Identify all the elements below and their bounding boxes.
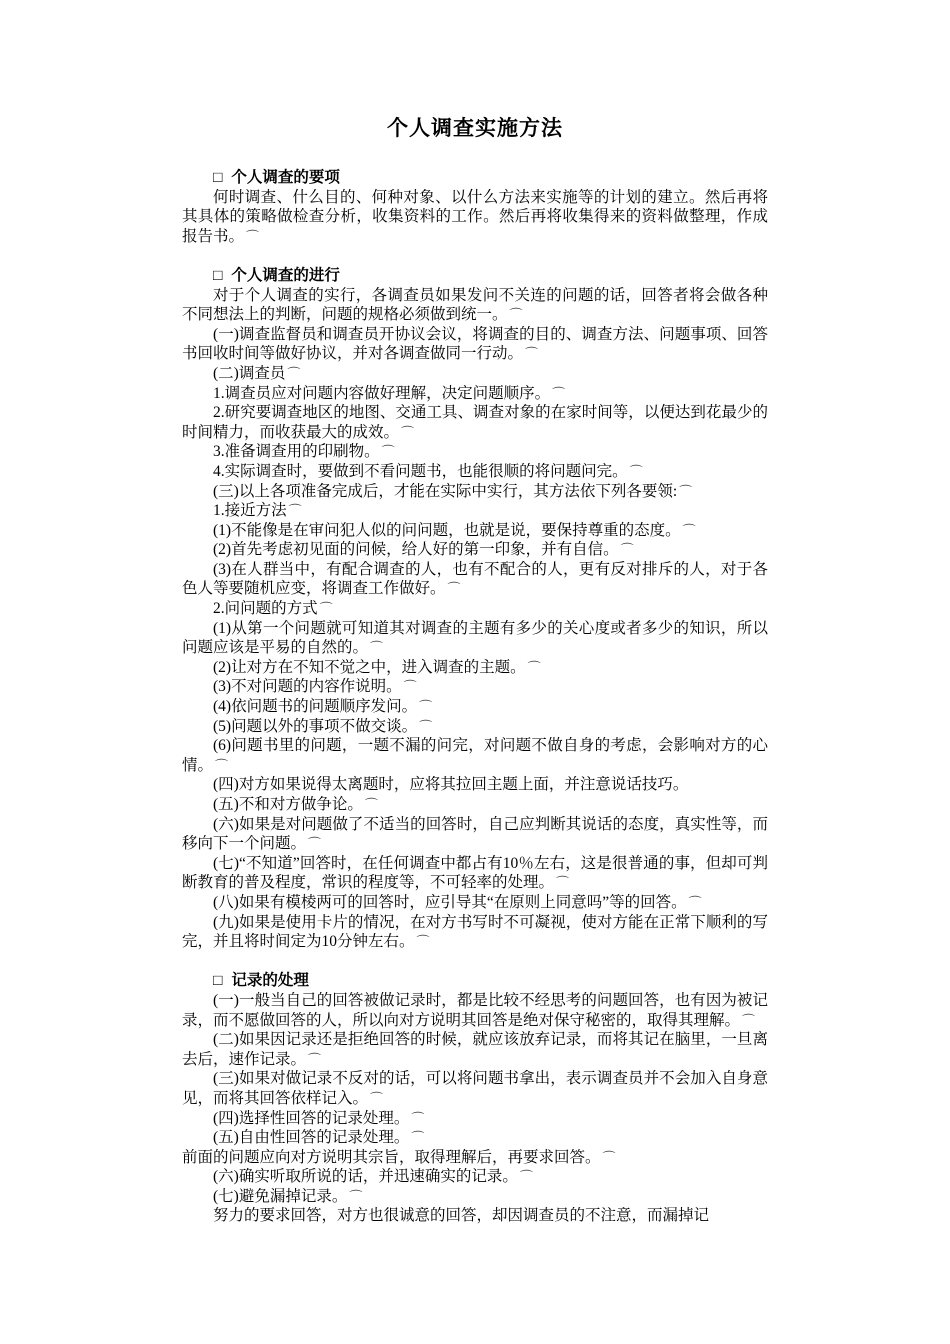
- square-bullet-icon: □: [213, 169, 223, 186]
- paragraph: [182, 991, 768, 1030]
- paragraph-text: 1.接近方法: [213, 502, 287, 520]
- paragraph: [182, 736, 768, 775]
- paragraph-text: (3)不对问题的内容作说明。: [213, 678, 402, 696]
- paragraph-mark-icon: ⌒: [215, 757, 229, 773]
- paragraph: [182, 462, 768, 482]
- paragraph: [182, 560, 768, 599]
- paragraph-mark-icon: ⌒: [308, 1051, 322, 1067]
- paragraph-mark-icon: ⌒: [411, 1130, 425, 1146]
- paragraph: [182, 442, 768, 462]
- paragraph-text: (三)如果对做记录不反对的话，可以将问题书拿出，表示调查员并不会加入自身意见，而将其回答依样记入。: [182, 1070, 768, 1107]
- paragraph: [182, 717, 768, 737]
- section-heading: [182, 266, 768, 286]
- paragraph: [182, 795, 768, 815]
- paragraph-text: (九)如果是使用卡片的情况，在对方书写时不可凝视，使对方能在正常下顺利的写完，并且将时间定为10分钟左右。: [182, 913, 768, 951]
- paragraph-mark-icon: ⌒: [525, 346, 539, 362]
- paragraph-mark-icon: ⌒: [447, 581, 461, 597]
- paragraph-text: 对于个人调查的实行，各调查员如果发问不关连的问题的话，回答者将会做各种不同想法上的判断，问题的规格必须做到统一。: [182, 286, 768, 324]
- paragraph-mark-icon: ⌒: [519, 1169, 533, 1185]
- paragraph-mark-icon: ⌒: [416, 934, 430, 950]
- section-heading: [182, 168, 768, 188]
- paragraph-text: (一)一般当自己的回答被做记录时，都是比较不经思考的问题回答，也有因为被记录，而不愿做回答的人，所以向对方说明其回答是绝对保守秘密的，取得其理解。: [182, 991, 768, 1029]
- paragraph-mark-icon: ⌒: [370, 640, 384, 656]
- paragraph-text: 4.实际调查时，要做到不看问题书，也能很顺的将问题问完。: [213, 462, 628, 480]
- paragraph: [182, 501, 768, 521]
- paragraph-mark-icon: ⌒: [319, 601, 333, 617]
- paragraph-mark-icon: ⌒: [552, 385, 566, 401]
- square-bullet-icon: □: [213, 266, 223, 284]
- paragraph: [182, 775, 768, 795]
- paragraph: [182, 1128, 768, 1148]
- paragraph-text: (4)依问题书的问题顺序发问。: [213, 698, 418, 716]
- paragraph: [182, 384, 768, 404]
- paragraph: [182, 619, 768, 658]
- paragraph-mark-icon: ⌒: [509, 307, 523, 323]
- paragraph: [182, 697, 768, 717]
- paragraph-text: (五)自由性回答的记录处理。: [213, 1129, 410, 1147]
- paragraph: [182, 482, 768, 502]
- paragraph-mark-icon: ⌒: [370, 1090, 384, 1106]
- section-heading: [182, 971, 768, 991]
- paragraph-text: (一)调查监督员和调查员开协议会议，将调查的目的、调查方法、问题事项、回答书回收时间等做好协议，并对各调查做同一行动。: [182, 325, 768, 363]
- paragraph: [182, 403, 768, 442]
- paragraph-text: (五)不和对方做争论。: [213, 796, 363, 813]
- paragraph: [182, 854, 768, 893]
- paragraph-mark-icon: ⌒: [403, 679, 417, 695]
- paragraph-mark-icon: ⌒: [679, 483, 693, 499]
- document-body: [182, 168, 768, 1226]
- paragraph-text: (6)问题书里的问题，一题不漏的问完，对问题不做自身的考虑，会影响对方的心情。: [182, 737, 768, 774]
- paragraph: [182, 677, 768, 697]
- paragraph-mark-icon: ⌒: [602, 1149, 616, 1165]
- document-page: [182, 0, 768, 1226]
- paragraph-text: 2.研究要调查地区的地图、交通工具、调查对象的在家时间等，以便达到花最少的时间精力，而收获最大的成效。: [182, 404, 768, 441]
- paragraph: [182, 1109, 768, 1129]
- paragraph-mark-icon: ⌒: [401, 424, 415, 440]
- paragraph: [182, 325, 768, 364]
- paragraph: [182, 1187, 768, 1207]
- paragraph-mark-icon: ⌒: [287, 365, 301, 381]
- paragraph: [182, 286, 768, 325]
- paragraph: [182, 188, 768, 247]
- paragraph-text: (三)以上各项准备完成后，才能在实际中实行，其方法依下列各要领:: [213, 482, 678, 500]
- paragraph-mark-icon: ⌒: [288, 503, 302, 519]
- paragraph: [182, 1206, 768, 1226]
- paragraph: [182, 364, 768, 384]
- paragraph-mark-icon: ⌒: [349, 1188, 363, 1204]
- paragraph-mark-icon: ⌒: [688, 894, 702, 910]
- paragraph-mark-icon: ⌒: [364, 797, 378, 812]
- paragraph-text: 努力的要求回答，对方也很诚意的回答，却因调查员的不注意，而漏掉记: [213, 1207, 710, 1225]
- paragraph-text: (四)对方如果说得太离题时，应将其拉回主题上面，并注意说话技巧。: [213, 776, 689, 794]
- paragraph-mark-icon: ⌒: [556, 875, 570, 891]
- paragraph-mark-icon: ⌒: [411, 1110, 425, 1126]
- paragraph-text: 3.准备调查用的印刷物。: [213, 443, 380, 461]
- paragraph-text: (二)调查员: [213, 364, 286, 382]
- square-bullet-icon: □: [213, 972, 223, 990]
- paragraph-text: (六)如果是对问题做了不适当的回答时，自己应判断其说话的态度，真实性等，而移向下一个问题。: [182, 815, 768, 853]
- paragraph: [182, 599, 768, 619]
- paragraph-text: (七)“不知道”回答时，在任何调查中都占有10％左右，这是很普通的事，但却可判断教育的普及程度，常识的程度等，不可轻率的处理。: [182, 854, 768, 892]
- paragraph: [182, 1167, 768, 1187]
- document-title: 个人调查实施方法: [387, 117, 563, 140]
- paragraph-mark-icon: ⌒: [742, 1012, 756, 1028]
- section-heading-label: 记录的处理: [231, 972, 309, 990]
- paragraph: [182, 540, 768, 560]
- paragraph-text: (七)避免漏掉记录。: [213, 1187, 348, 1205]
- paragraph: [182, 913, 768, 952]
- paragraph-text: (2)让对方在不知不觉之中，进入调查的主题。: [213, 658, 526, 676]
- paragraph-text: 1.调查员应对问题内容做好理解，决定问题顺序。: [213, 384, 551, 402]
- paragraph-text: (1)不能像是在审问犯人似的问问题，也就是说，要保持尊重的态度。: [213, 521, 681, 539]
- paragraph: [182, 658, 768, 678]
- paragraph: [182, 1148, 768, 1168]
- paragraph-text: (八)如果有模棱两可的回答时，应引导其“在原则上同意吗”等的回答。: [213, 893, 687, 911]
- paragraph-mark-icon: ⌒: [620, 542, 634, 558]
- paragraph-mark-icon: ⌒: [682, 522, 696, 538]
- paragraph-text: (二)如果因记录还是拒绝回答的时候，就应该放弃记录，而将其记在脑里，一旦离去后，速作记录。: [182, 1031, 768, 1068]
- paragraph-text: 何时调查、什么目的、何种对象、以什么方法来实施等的计划的建立。然后再将其具体的策略做检查分析，收集资料的工作。然后再将收集得来的资料做整理，作成报告书。: [182, 188, 768, 245]
- paragraph: [182, 1069, 768, 1108]
- paragraph-mark-icon: ⌒: [419, 718, 433, 734]
- paragraph: [182, 1030, 768, 1069]
- section-heading-label: 个人调查的进行: [231, 266, 340, 284]
- paragraph-mark-icon: ⌒: [527, 659, 541, 675]
- paragraph-text: 2.问问题的方式: [213, 600, 318, 618]
- paragraph: [182, 815, 768, 854]
- paragraph-mark-icon: ⌒: [308, 836, 322, 852]
- paragraph-mark-icon: ⌒: [629, 463, 643, 479]
- section-heading-label: 个人调查的要项: [231, 169, 340, 186]
- paragraph-text: (5)问题以外的事项不做交谈。: [213, 717, 418, 735]
- paragraph: [182, 521, 768, 541]
- paragraph-text: (四)选择性回答的记录处理。: [213, 1109, 410, 1127]
- paragraph-text: (1)从第一个问题就可知道其对调查的主题有多少的关心度或者多少的知识，所以问题应该是平易的自然的。: [182, 619, 768, 657]
- paragraph-mark-icon: ⌒: [381, 444, 395, 460]
- paragraph-mark-icon: ⌒: [419, 699, 433, 715]
- paragraph-text: (2)首先考虑初见面的问候，给人好的第一印象，并有自信。: [213, 541, 619, 559]
- paragraph: [182, 893, 768, 913]
- paragraph-text: 前面的问题应向对方说明其宗旨，取得理解后，再要求回答。: [182, 1148, 601, 1166]
- paragraph-mark-icon: ⌒: [246, 228, 260, 244]
- paragraph-text: (3)在人群当中，有配合调查的人，也有不配合的人，更有反对排斥的人，对于各色人等要随机应变，将调查工作做好。: [182, 560, 768, 598]
- paragraph-text: (六)确实听取所说的话，并迅速确实的记录。: [213, 1168, 518, 1186]
